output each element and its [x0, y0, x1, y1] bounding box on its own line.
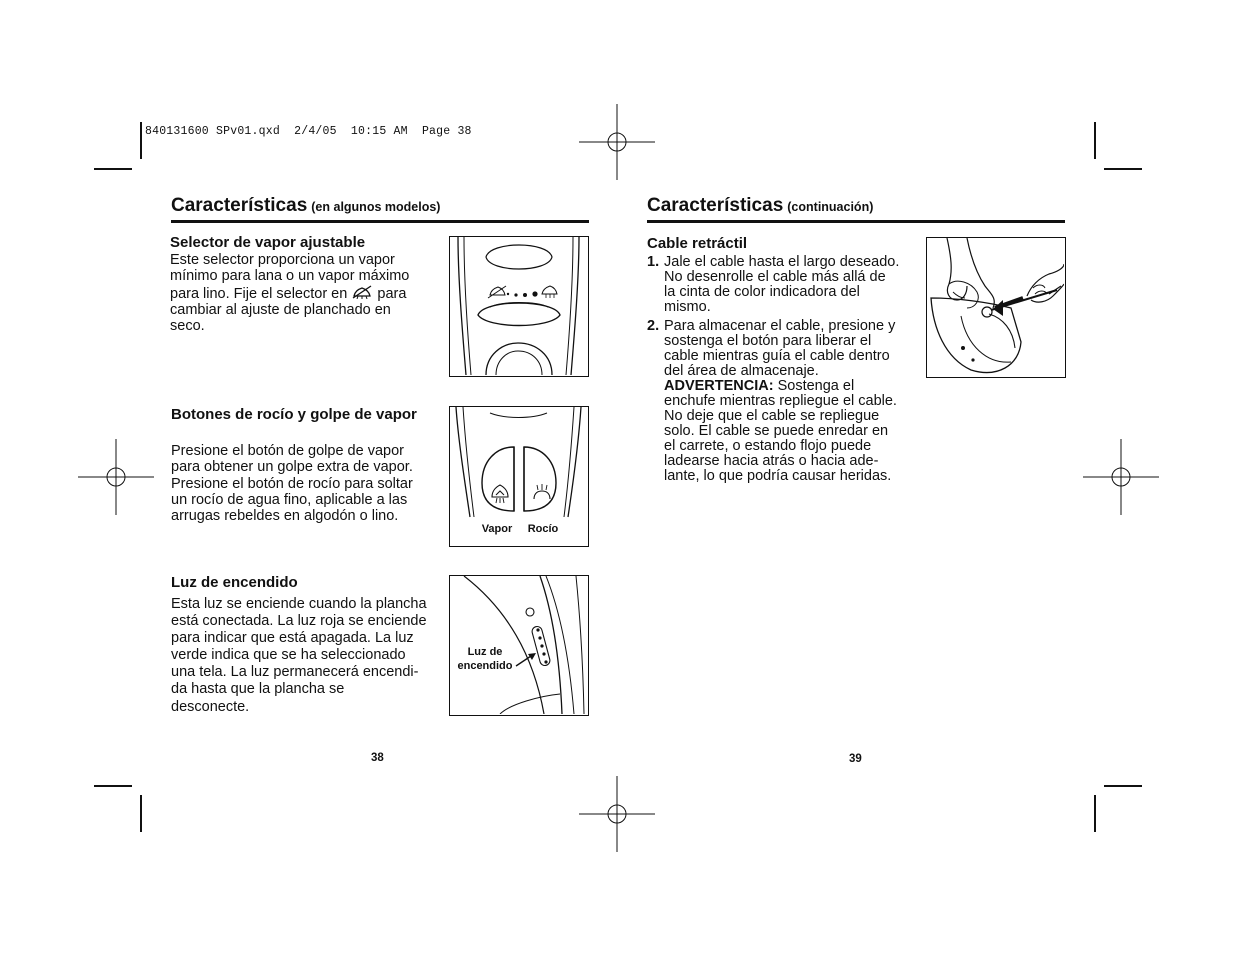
- page-number: 39: [849, 753, 862, 765]
- title-text: Características: [171, 195, 308, 216]
- body-line: da hasta que la plancha se: [171, 680, 345, 697]
- body-line: la cinta de color indicadora del: [664, 284, 860, 300]
- body-line: Presione el botón de rocío para soltar: [171, 475, 413, 492]
- body-line: cambiar al ajuste de planchado en: [170, 301, 391, 318]
- warning-label: ADVERTENCIA:: [664, 378, 774, 394]
- body-line: Para almacenar el cable, presione y: [664, 318, 896, 334]
- body-line: está conectada. La luz roja se enciende: [171, 612, 427, 629]
- section-heading: Selector de vapor ajustable: [170, 234, 366, 251]
- luz-label-line2: encendido: [457, 660, 513, 672]
- warning-line: [664, 379, 922, 394]
- crop-mark: [1094, 122, 1096, 159]
- title-text: Características: [647, 195, 784, 216]
- body-line: mismo.: [664, 299, 711, 315]
- section-heading: Luz de encendido: [171, 574, 298, 591]
- body-line: lante, lo que podría causar heridas.: [664, 468, 892, 484]
- crop-mark: [94, 168, 132, 170]
- body-line: desconecte.: [171, 699, 250, 716]
- body-line: mínimo para lana o un vapor máximo: [170, 268, 410, 285]
- crop-mark: [94, 785, 132, 787]
- crop-mark: [140, 795, 142, 832]
- power-light-drawing: [450, 576, 587, 714]
- title-rule: [171, 220, 589, 223]
- steam-selector-illustration: [449, 236, 589, 377]
- body-line: Presione el botón de golpe de vapor: [171, 443, 404, 459]
- title-subtitle: (en algunos modelos): [311, 200, 441, 214]
- title-subtitle: (continuación): [787, 200, 874, 214]
- step-item: [647, 319, 922, 484]
- crop-mark: [1104, 785, 1142, 787]
- crop-mark: [1094, 795, 1096, 832]
- body-line: seco.: [170, 318, 205, 335]
- step-number: 2.: [647, 318, 660, 334]
- section-body: [171, 443, 441, 524]
- spray-buttons-drawing: [450, 407, 587, 545]
- body-line: sostenga el botón para liberar el: [664, 333, 872, 349]
- body-line: para indicar que está apagada. La luz: [171, 629, 414, 646]
- body-line: arrugas rebeldes en algodón o lino.: [171, 508, 399, 525]
- steps-list: [647, 255, 922, 484]
- rocio-label: Rocío: [527, 523, 559, 535]
- body-text: para: [377, 285, 407, 302]
- step-item: [647, 255, 922, 315]
- title-rule: [647, 220, 1065, 223]
- body-line-with-icon: [170, 285, 440, 302]
- body-text: Sostenga el: [777, 378, 855, 394]
- retractable-cord-illustration: [926, 237, 1066, 378]
- body-text: para lino. Fije el selector en: [170, 285, 348, 302]
- page-title: [171, 195, 440, 217]
- body-line: enchufe mientras repliegue el cable.: [664, 393, 897, 409]
- body-line: ladearse hacia atrás o hacia ade-: [664, 453, 879, 469]
- registration-mark: [579, 104, 655, 180]
- section-heading: Cable retráctil: [647, 235, 748, 252]
- body-line: un rocío de agua fino, aplicable a las: [171, 491, 408, 508]
- registration-mark: [1083, 439, 1159, 515]
- section-body: [170, 252, 440, 334]
- dry-iron-icon: [351, 285, 373, 299]
- vapor-label: Vapor: [481, 523, 513, 535]
- body-line: No desenrolle el cable más allá de: [664, 269, 886, 285]
- iron-top-drawing: [450, 237, 587, 375]
- body-line: No deje que el cable se repliegue: [664, 408, 880, 424]
- power-light-illustration: [449, 575, 589, 716]
- body-line: cable mientras guía el cable dentro: [664, 348, 890, 364]
- luz-label-line1: Luz de: [467, 646, 503, 658]
- page-number: 38: [371, 752, 384, 764]
- body-line: del área de almacenaje.: [664, 363, 819, 379]
- body-line: verde indica que se ha seleccionado: [171, 646, 406, 663]
- crop-mark: [140, 122, 142, 159]
- section-heading: Botones de rocío y golpe de vapor: [171, 406, 417, 423]
- body-line: para obtener un golpe extra de vapor.: [171, 459, 413, 476]
- section-body: [171, 596, 441, 716]
- step-number: 1.: [647, 254, 660, 270]
- body-line: Jale el cable hasta el largo deseado.: [664, 254, 900, 270]
- crop-mark: [1104, 168, 1142, 170]
- body-line: el carrete, o estando flojo puede: [664, 438, 872, 454]
- registration-mark: [78, 439, 154, 515]
- file-slug: 840131600 SPv01.qxd 2/4/05 10:15 AM Page 38: [145, 125, 472, 138]
- page-title: [647, 195, 873, 217]
- body-line: solo. El cable se puede enredar en: [664, 423, 889, 439]
- retractable-cord-drawing: [927, 238, 1064, 376]
- spray-buttons-illustration: [449, 406, 589, 547]
- body-line: una tela. La luz permanecerá encendi-: [171, 663, 419, 680]
- body-line: Esta luz se enciende cuando la plancha: [171, 596, 427, 612]
- registration-mark: [579, 776, 655, 852]
- body-line: Este selector proporciona un vapor: [170, 252, 395, 268]
